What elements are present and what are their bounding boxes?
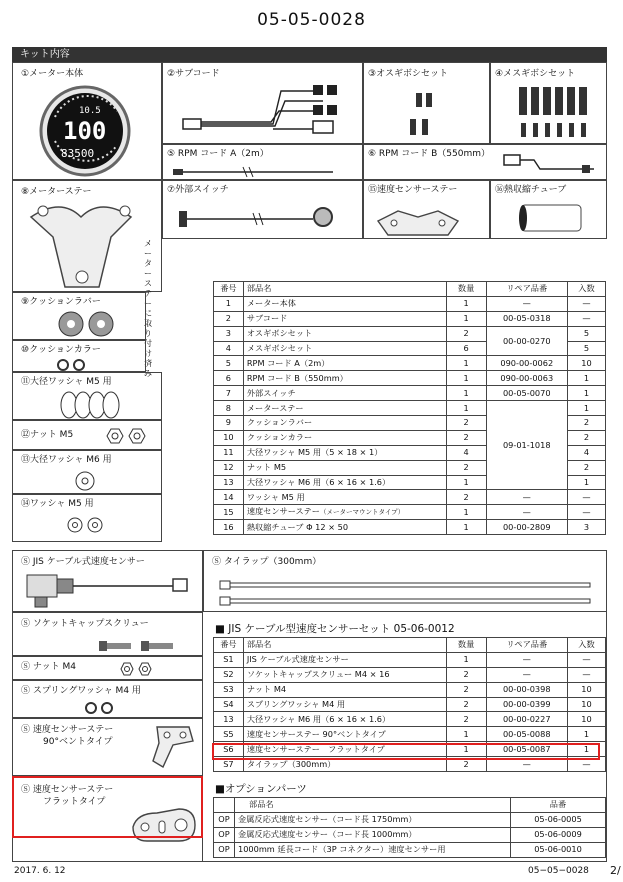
item-label-nut-m5: ⑫ナット M5 — [21, 430, 74, 440]
cell-number: 6 — [214, 371, 244, 386]
item-label-jis-speed-sensor: Ⓢ JIS ケーブル式速度センサー — [21, 557, 145, 567]
cell-pack: 2 — [567, 430, 605, 445]
cell-part-name: メスギボシセット — [243, 341, 446, 356]
cell-part-no: 05-06-0005 — [511, 812, 606, 827]
parts-table-row — [214, 311, 606, 326]
cell-pack: — — [567, 667, 605, 682]
cell-part-name: 速度センサーステー フラットタイプ — [243, 742, 446, 757]
col-header-repair-no: リペア品番 — [486, 282, 567, 297]
col-header-part-name: 部品名 — [243, 282, 446, 297]
cushion-rubber-illustration — [43, 309, 163, 339]
cell-number: 15 — [214, 505, 244, 520]
meter-body-illustration — [21, 81, 151, 181]
cell-pack: 5 — [567, 341, 605, 356]
item-label-nut-m4: Ⓢ ナット M4 — [21, 662, 77, 672]
item-label-rpm-cord-a: ⑤ RPM コード A（2m） — [167, 149, 269, 159]
cell-part-name: タイラップ（300mm） — [243, 757, 446, 772]
cell-qty: 1 — [446, 296, 486, 311]
item-label-meter-stay: ⑧メーターステー — [21, 187, 92, 197]
cell-qty: 1 — [446, 371, 486, 386]
cell-qty: 1 — [446, 401, 486, 416]
document-number: 05-05-0028 — [257, 10, 366, 30]
cell-qty: 2 — [446, 326, 486, 341]
panel-nut-m4 — [12, 656, 203, 680]
col-header-part-name: 部品名 — [243, 638, 446, 653]
cell-repair-no: 00-00-0270 — [486, 326, 567, 356]
panel-tie-wrap — [203, 550, 607, 612]
panel-socket-cap-screw — [12, 612, 203, 656]
col-header-pack: 入数 — [567, 282, 605, 297]
cell-part-name: RPM コード B（550mm） — [243, 371, 446, 386]
cell-part-name: ワッシャ M5 用 — [243, 490, 446, 505]
cell-pack: — — [567, 311, 605, 326]
kit-contents-header: キット内容 — [12, 47, 607, 62]
parts-table-row — [214, 386, 606, 401]
cell-part-name: 大径ワッシャ M6 用（6 × 16 × 1.6） — [243, 475, 446, 490]
cell-op: OP — [214, 812, 235, 827]
item-label-cushion-collar: ⑩クッションカラー — [21, 345, 101, 355]
heat-shrink-tube-illustration — [491, 191, 601, 241]
footer-page: 2/ — [610, 864, 621, 877]
cell-qty: 2 — [446, 757, 486, 772]
item-label-socket-cap-screw: Ⓢ ソケットキャップスクリュー — [21, 619, 149, 629]
cell-part-name: 金属反応式速度センサー（コード長 1750mm） — [235, 812, 511, 827]
cell-qty: 1 — [446, 520, 486, 535]
tie-wrap-illustration — [204, 571, 604, 611]
panel-cushion-collar — [12, 340, 146, 372]
item-label-speed-sensor-stay: ⑮速度センサーステー — [368, 185, 458, 195]
cell-repair-no: — — [486, 490, 567, 505]
cell-part-name: オスギボシセット — [243, 326, 446, 341]
cell-part-name: 金属反応式速度センサー（コード長 1000mm） — [235, 827, 511, 842]
options-table — [213, 797, 606, 858]
nut-m5-illustration — [101, 423, 161, 449]
panel-rpm-cord-b — [363, 144, 607, 180]
panel-female-terminal-set — [490, 62, 607, 144]
spring-washer-m4-illustration — [83, 698, 133, 718]
cell-repair-no: 00-00-2809 — [486, 520, 567, 535]
col-header-qty: 数量 — [446, 638, 486, 653]
meter-top-readout: 10.5 — [79, 106, 101, 116]
item-label-rpm-cord-b: ⑥ RPM コード B（550mm） — [368, 149, 490, 159]
cell-qty: 6 — [446, 341, 486, 356]
panel-male-terminal-set — [363, 62, 490, 144]
panel-rpm-cord-a — [162, 144, 363, 180]
cell-number: 13 — [214, 475, 244, 490]
panel-meter-body — [12, 62, 162, 180]
highlight-box-flat-stay — [12, 776, 203, 838]
cell-number: 1 — [214, 296, 244, 311]
sub-cord-illustration — [163, 63, 363, 143]
cell-pack: 10 — [567, 356, 605, 371]
cell-number: 10 — [214, 430, 244, 445]
socket-cap-screw-illustration — [95, 637, 195, 657]
cell-part-note: （メーターマウントタイプ） — [319, 508, 405, 517]
cell-part-name: 速度センサーステー 90°ベントタイプ — [243, 727, 446, 742]
item-label-washer-m5: ⑭ワッシャ M5 用 — [21, 499, 94, 509]
item-label-external-switch: ⑦外部スイッチ — [167, 185, 229, 195]
panel-speed-sensor-stay — [363, 180, 490, 239]
jis-speed-sensor-illustration — [13, 567, 203, 613]
speed-sensor-stay-illustration — [364, 191, 484, 241]
panel-large-washer-m5 — [12, 372, 162, 420]
sensor-set-row — [214, 697, 606, 712]
cell-number: 4 — [214, 341, 244, 356]
cell-repair-no: — — [486, 505, 567, 520]
cell-number: 14 — [214, 490, 244, 505]
sensor-set-header — [214, 638, 606, 653]
cell-number: 5 — [214, 356, 244, 371]
cell-part-name: 大径ワッシャ M5 用（5 × 18 × 1） — [243, 445, 446, 460]
item-label-male-terminal-set: ③オスギボシセット — [368, 69, 448, 79]
cell-part-name: サブコード — [243, 311, 446, 326]
col-header-qty: 数量 — [446, 282, 486, 297]
cell-pack: 1 — [567, 386, 605, 401]
cell-part-name: メーター本体 — [243, 296, 446, 311]
cell-number: 13 — [214, 712, 244, 727]
item-label-sensor-stay-bent-1: Ⓢ 速度センサーステー — [21, 725, 114, 735]
female-terminal-illustration — [491, 83, 601, 143]
cell-pack: 10 — [567, 682, 605, 697]
large-washer-m6-illustration — [73, 469, 103, 495]
cell-qty: 2 — [446, 667, 486, 682]
parts-table-row — [214, 490, 606, 505]
cell-part-name: メーターステー — [243, 401, 446, 416]
item-label-meter-body: ①メーター本体 — [21, 69, 84, 79]
panel-sensor-stay-bent — [12, 718, 203, 776]
panel-nut-m5 — [12, 420, 162, 450]
cell-pack: 1 — [567, 742, 605, 757]
cell-pack: — — [567, 296, 605, 311]
cell-part-no: 05-06-0009 — [511, 827, 606, 842]
external-switch-illustration — [163, 191, 363, 241]
cell-pack: 1 — [567, 401, 605, 416]
cell-number: 12 — [214, 460, 244, 475]
item-label-large-washer-m5: ⑪大径ワッシャ M5 用 — [21, 377, 112, 387]
cell-part-name: 1000mm 延長コード（3P コネクター）速度センサー用 — [235, 842, 511, 857]
cell-part-name: ナット M5 — [243, 460, 446, 475]
parts-table-row — [214, 520, 606, 535]
cell-op: OP — [214, 842, 235, 857]
cell-pack: 5 — [567, 326, 605, 341]
cell-part-name: RPM コード A（2m） — [243, 356, 446, 371]
col-header-repair-no: リペア品番 — [486, 638, 567, 653]
cell-qty: 1 — [446, 311, 486, 326]
cell-qty: 1 — [446, 475, 486, 490]
sensor-set-row — [214, 712, 606, 727]
cell-number: 16 — [214, 520, 244, 535]
cell-pack: — — [567, 757, 605, 772]
cell-number: 2 — [214, 311, 244, 326]
item-label-sensor-stay-flat-1: Ⓢ 速度センサーステー — [21, 785, 114, 795]
options-row — [214, 827, 606, 842]
washer-m5-illustration — [63, 513, 123, 539]
item-label-sub-cord: ②サブコード — [167, 69, 220, 79]
cell-number: 11 — [214, 445, 244, 460]
options-row — [214, 842, 606, 857]
cell-number: S5 — [214, 727, 244, 742]
cell-pack: 1 — [567, 727, 605, 742]
parts-table-header — [214, 282, 606, 297]
cell-repair-no: — — [486, 296, 567, 311]
cell-part-name: 速度センサーステー（メーターマウントタイプ） — [243, 505, 446, 520]
cell-repair-no: 090-00-0063 — [486, 371, 567, 386]
cell-repair-no: — — [486, 757, 567, 772]
item-label-female-terminal-set: ④メスギボシセット — [495, 69, 576, 79]
cell-repair-no: 00-05-0318 — [486, 311, 567, 326]
cell-repair-no: — — [486, 667, 567, 682]
male-terminal-illustration — [364, 85, 484, 145]
cell-number: 9 — [214, 416, 244, 431]
vertical-note: メーターステーに取り付け済み — [144, 239, 152, 378]
cell-pack: 10 — [567, 697, 605, 712]
col-header-pack: 入数 — [567, 638, 605, 653]
nut-m4-illustration — [117, 659, 167, 679]
cell-qty: 2 — [446, 416, 486, 431]
cell-pack: 1 — [567, 371, 605, 386]
panel-sub-cord — [162, 62, 363, 144]
cell-qty: 2 — [446, 712, 486, 727]
cell-pack: 4 — [567, 445, 605, 460]
sensor-set-row — [214, 682, 606, 697]
col-header-part-name: 部品名 — [235, 798, 511, 813]
cell-op: OP — [214, 827, 235, 842]
cell-number: 7 — [214, 386, 244, 401]
sensor-set-row — [214, 652, 606, 667]
options-header — [214, 798, 606, 813]
col-header-number: 番号 — [214, 282, 244, 297]
cell-pack: — — [567, 505, 605, 520]
col-header-number: 番号 — [214, 638, 244, 653]
cell-repair-no: 00-05-0088 — [486, 727, 567, 742]
col-header-blank — [214, 798, 235, 813]
cell-repair-no: 00-00-0398 — [486, 682, 567, 697]
cell-part-name: JIS ケーブル式速度センサー — [243, 652, 446, 667]
parts-table — [213, 281, 606, 535]
options-row — [214, 812, 606, 827]
cell-number: S2 — [214, 667, 244, 682]
sensor-stay-bent-illustration — [143, 721, 203, 771]
panel-cushion-rubber — [12, 292, 146, 340]
parts-table-row — [214, 296, 606, 311]
item-label-sensor-stay-bent-2: 90°ベントタイプ — [43, 737, 113, 747]
parts-table-row — [214, 401, 606, 416]
cell-number: 3 — [214, 326, 244, 341]
cell-qty: 1 — [446, 652, 486, 667]
cell-part-name: クッションラバー — [243, 416, 446, 431]
cell-qty: 1 — [446, 356, 486, 371]
cell-number: S6 — [214, 742, 244, 757]
cell-repair-no: 00-05-0070 — [486, 386, 567, 401]
cell-number: S3 — [214, 682, 244, 697]
cell-qty: 4 — [446, 445, 486, 460]
meter-bottom-readout: 83500 — [61, 147, 95, 160]
item-label-sensor-stay-flat-2: フラットタイプ — [43, 797, 106, 807]
sensor-set-title: ■ JIS ケーブル型速度センサーセット 05-06-0012 — [215, 623, 455, 635]
parts-table-row — [214, 371, 606, 386]
cell-number: S1 — [214, 652, 244, 667]
cell-number: 8 — [214, 401, 244, 416]
large-washer-m5-illustration — [53, 387, 173, 421]
cell-repair-no: — — [486, 652, 567, 667]
panel-jis-speed-sensor — [12, 550, 203, 612]
cell-pack: 2 — [567, 416, 605, 431]
footer-date: 2017. 6. 12 — [14, 866, 66, 876]
sensor-set-row — [214, 727, 606, 742]
highlight-row-s6 — [212, 743, 600, 760]
cell-qty: 1 — [446, 727, 486, 742]
parts-table-row — [214, 505, 606, 520]
sensor-set-row — [214, 667, 606, 682]
panel-spring-washer-m4 — [12, 680, 203, 718]
cell-qty: 2 — [446, 460, 486, 475]
cell-pack: 2 — [567, 460, 605, 475]
cell-part-name: 外部スイッチ — [243, 386, 446, 401]
cell-pack: — — [567, 652, 605, 667]
cell-qty: 1 — [446, 505, 486, 520]
parts-table-row — [214, 356, 606, 371]
cell-repair-no: 090-00-0062 — [486, 356, 567, 371]
col-header-part-no: 品番 — [511, 798, 606, 813]
cell-number: S7 — [214, 757, 244, 772]
panel-heat-shrink-tube — [490, 180, 607, 239]
cell-repair-no: 00-05-0087 — [486, 742, 567, 757]
cell-qty: 2 — [446, 430, 486, 445]
cell-number: S4 — [214, 697, 244, 712]
cell-qty: 1 — [446, 386, 486, 401]
panel-external-switch — [162, 180, 363, 239]
cell-part-name: 熱収縮チューブ Φ 12 × 50 — [243, 520, 446, 535]
cell-part-name: スプリングワッシャ M4 用 — [243, 697, 446, 712]
rpm-cord-b-illustration — [364, 149, 604, 179]
cell-part-name: ソケットキャップスクリュー M4 × 16 — [243, 667, 446, 682]
cell-pack: 10 — [567, 712, 605, 727]
parts-table-row — [214, 326, 606, 341]
cell-pack: — — [567, 490, 605, 505]
cell-qty: 2 — [446, 682, 486, 697]
item-label-heat-shrink-tube: ⑯熱収縮チューブ — [495, 185, 567, 195]
cell-qty: 1 — [446, 742, 486, 757]
panel-washer-m5 — [12, 494, 162, 542]
footer-doc-number: 05−05−0028 — [528, 866, 589, 876]
meter-stay-illustration — [21, 197, 151, 297]
meter-main-readout: 100 — [63, 117, 107, 145]
panel-large-washer-m6 — [12, 450, 162, 494]
options-title: ■オプションパーツ — [215, 783, 307, 795]
item-label-large-washer-m6: ⑬大径ワッシャ M6 用 — [21, 455, 112, 465]
cell-part-name: ナット M4 — [243, 682, 446, 697]
cell-part-name: 大径ワッシャ M6 用（6 × 16 × 1.6） — [243, 712, 446, 727]
cell-repair-no: 09-01-1018 — [486, 401, 567, 490]
item-label-cushion-rubber: ⑨クッションラバー — [21, 297, 101, 307]
cell-part-name: クッションカラー — [243, 430, 446, 445]
cell-repair-no: 00-00-0399 — [486, 697, 567, 712]
cell-pack: 1 — [567, 475, 605, 490]
cell-pack: 3 — [567, 520, 605, 535]
cell-repair-no: 00-00-0227 — [486, 712, 567, 727]
cell-qty: 2 — [446, 697, 486, 712]
item-label-tie-wrap: Ⓢ タイラップ（300mm） — [212, 557, 322, 567]
item-label-spring-washer-m4: Ⓢ スプリングワッシャ M4 用 — [21, 686, 141, 696]
cell-part-no: 05-06-0010 — [511, 842, 606, 857]
cell-qty: 2 — [446, 490, 486, 505]
